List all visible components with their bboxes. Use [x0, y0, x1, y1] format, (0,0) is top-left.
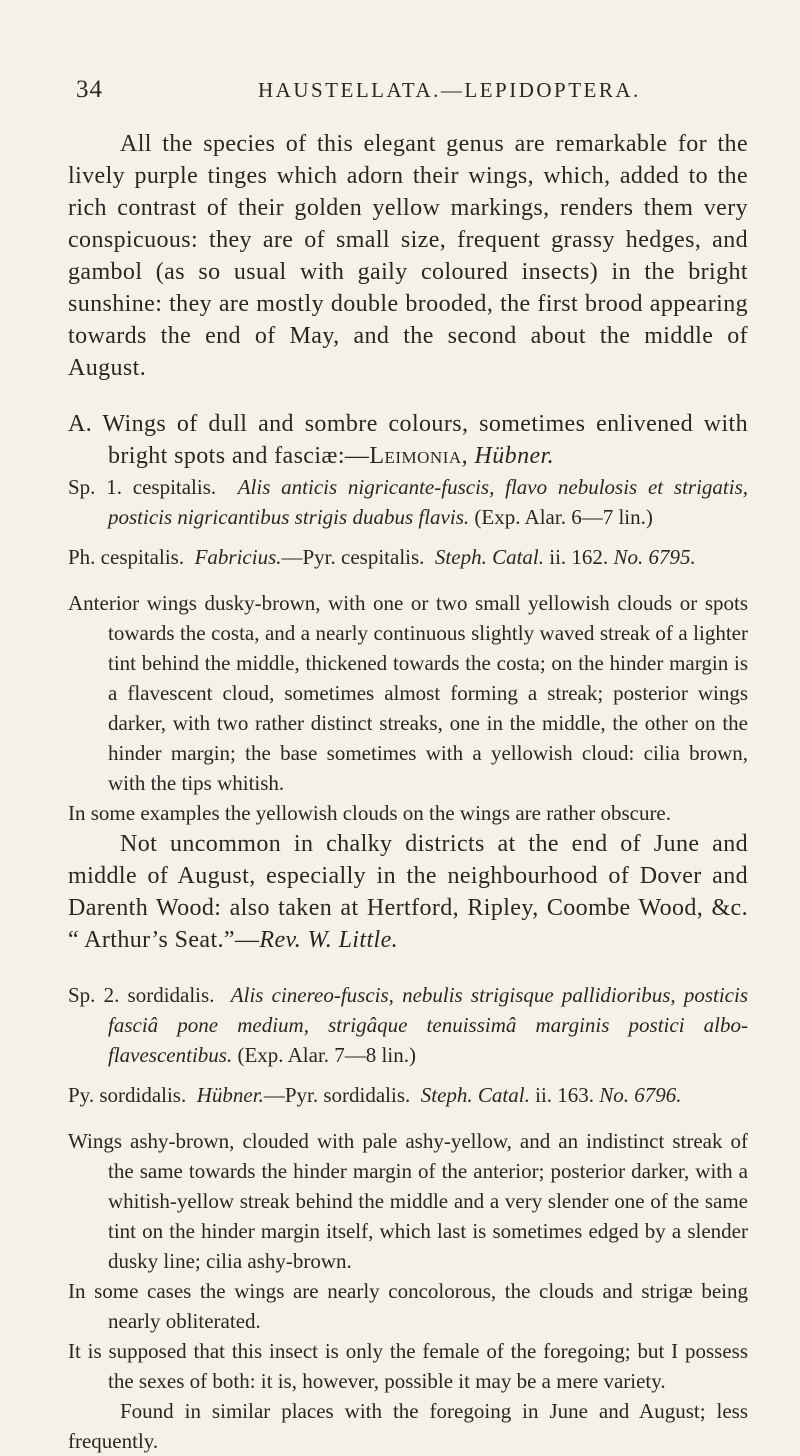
species-2-syn-name: Py. sordidalis. — [68, 1083, 187, 1107]
section-a-heading — [68, 408, 748, 472]
species-1-latin: Alis anticis nigricante-fuscis, flavo nebulosis et strigatis, posticis nigricantibus strigis duabus flavis. — [108, 475, 749, 529]
species-2-number: Sp. 2. — [68, 983, 120, 1007]
species-1-name: cespitalis. — [132, 475, 217, 499]
species-1-locality-text: Not uncommon in chalky districts at the end of June and middle of August, especially in the neighbourhood of Dover and Darenth Wood: also taken at Hertford, Ripley, Coombe Wood, &c. “ Arthur’s Seat.”— — [68, 831, 748, 953]
species-2-diagnosis — [68, 980, 748, 1070]
species-1-syn-catalogue: Steph. Catal. — [434, 545, 545, 569]
page-header — [76, 76, 740, 108]
section-a-text: A. Wings of dull and sombre colours, sometimes enlivened with bright spots and fasciæ:— — [68, 411, 748, 469]
page-number: 34 — [76, 76, 103, 103]
species-1-syn-author: Fabricius. — [194, 545, 282, 569]
species-1-syn-ref: ii. 162. — [549, 545, 609, 569]
species-1-locality-ref: Rev. W. Little. — [259, 927, 399, 953]
species-2-syn-number: No. 6796. — [599, 1083, 682, 1107]
species-1-syn-rest: —Pyr. cespitalis. — [281, 545, 425, 569]
species-2-variation: In some cases the wings are nearly concolorous, the clouds and strigæ being nearly obliterated. — [68, 1279, 748, 1333]
species-1-description: Anterior wings dusky-brown, with one or two small yellowish clouds or spots towards the costa, and a nearly continuous slightly waved streak of a lighter tint behind the middle, thickened towards the costa; on the hinder margin is a flavescent cloud, sometimes almost forming a streak; posterior wings darker, with two rather distinct streaks, one in the middle, the other on the hinder margin; the base sometimes with a yellowish cloud: cilia brown, with the tips whitish. — [68, 591, 748, 795]
species-2-syn-rest: —Pyr. sordidalis. — [263, 1083, 411, 1107]
species-1-number: Sp. 1. — [68, 475, 122, 499]
species-1-synonymy — [68, 542, 748, 572]
running-title: HAUSTELLATA.—LEPIDOPTERA. — [258, 78, 641, 102]
species-2-locality: Found in similar places with the foregoing in June and August; less frequently. — [68, 1399, 748, 1453]
species-2-expanse: (Exp. Alar. 7—8 lin.) — [237, 1043, 416, 1067]
species-1-syn-name: Ph. cespitalis. — [68, 545, 185, 569]
page-body — [68, 128, 748, 1456]
species-1-variation: In some examples the yellowish clouds on the wings are rather obscure. — [68, 801, 672, 825]
species-2-latin: Alis cinereo-fuscis, nebulis strigisque pallidioribus, posticis fasciâ pone medium, strigâque tenuissimâ marginis postici albo-flavescentibus. — [108, 983, 749, 1067]
genus-name: Leimonia, — [369, 443, 469, 469]
species-2-synonymy — [68, 1080, 748, 1110]
intro-paragraph: All the species of this elegant genus are remarkable for the lively purple tinges which adorn their wings, which, added to the rich contrast of their golden yellow markings, renders them very conspicuous: they are of small size, frequent grassy hedges, and gambol (as so usual with gaily coloured insects) in the bright sunshine: they are mostly double brooded, the first brood appearing towards the end of May, and the second about the middle of August. — [68, 131, 748, 381]
species-1-expanse: (Exp. Alar. 6—7 lin.) — [474, 505, 653, 529]
species-2-name: sordidalis. — [127, 983, 215, 1007]
species-1-syn-number: No. 6795. — [613, 545, 696, 569]
species-1-diagnosis — [68, 472, 748, 532]
species-2-note: It is supposed that this insect is only the female of the foregoing; but I possess the sexes of both: it is, however, possible it may be a mere variety. — [68, 1339, 748, 1393]
species-2-syn-ref: ii. 163. — [535, 1083, 595, 1107]
genus-author: Hübner. — [474, 443, 555, 469]
species-2-description: Wings ashy-brown, clouded with pale ashy-yellow, and an indistinct streak of the same towards the hinder margin of the anterior; posterior darker, with a whitish-yellow streak behind the middle and a very slender one of the same tint on the hinder margin itself, which last is sometimes edged by a slender dusky line; cilia ashy-brown. — [68, 1129, 748, 1273]
species-1-locality — [68, 828, 748, 956]
species-2-syn-catalogue: Steph. Catal. — [420, 1083, 530, 1107]
species-2-syn-author: Hübner. — [196, 1083, 264, 1107]
